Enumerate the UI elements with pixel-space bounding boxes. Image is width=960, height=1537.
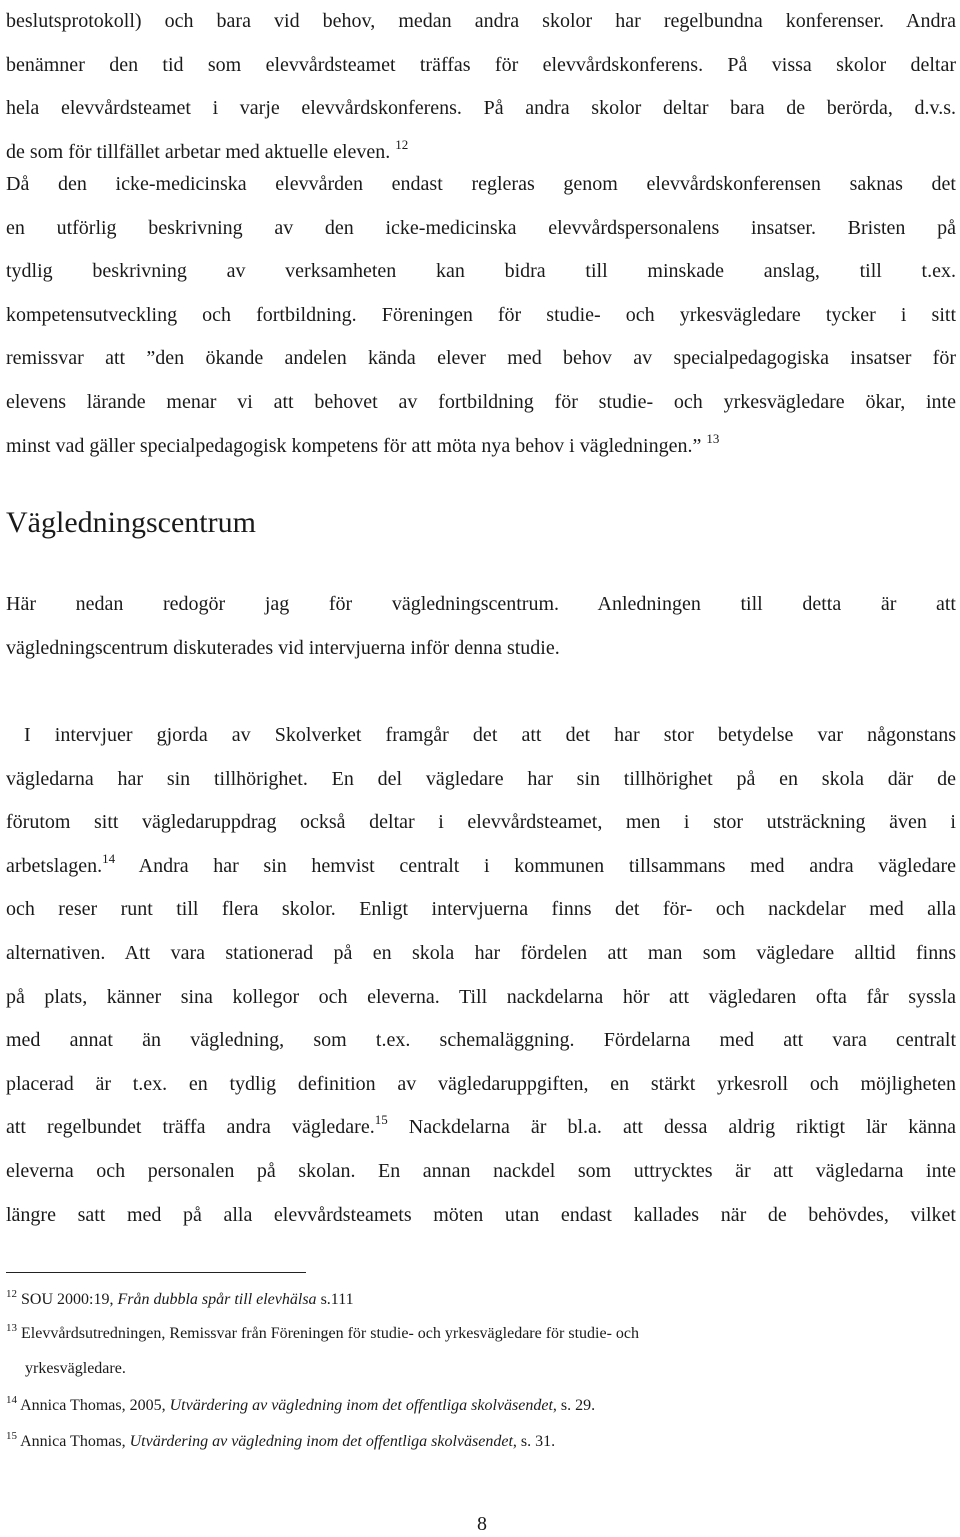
paragraph-line: på plats, känner sina kollegor och eleverna. Till nackdelarna hör att vägledaren ofta får syssla	[6, 985, 956, 1008]
paragraph-line: elevens lärande menar vi att behovet av fortbildning för studie- och yrkesvägledare ökar, inte	[6, 390, 956, 413]
footnote-13-continued: yrkesvägledare.	[25, 1360, 126, 1377]
paragraph-line: hela elevvårdsteamet i varje elevvårdskonferens. På andra skolor deltar bara de berörda, d.v.s.	[6, 97, 956, 120]
paragraph-line: att regelbundet träffa andra vägledare.$^{15}$ Nackdelarna är bl.a. att dessa aldrig riktigt lär känna	[6, 1112, 956, 1139]
paragraph-line: vägledarna har sin tillhörighet. En del vägledare har sin tillhörighet på en skola där de	[6, 767, 956, 790]
paragraph-line: eleverna och personalen på skolan. En annan nackdel som uttrycktes är att vägledarna inte	[6, 1159, 956, 1182]
paragraph-line: de som för tillfället arbetar med aktuelle eleven. $^{12}$	[6, 136, 409, 163]
footnote-12: $^{12}$ SOU 2000:19, Från dubbla spår till elevhälsa s.111	[6, 1288, 354, 1308]
paragraph-line: benämner den tid som elevvårdsteamet träffas för elevvårdskonferens. På vissa skolor deltar	[6, 53, 956, 76]
footnote-15: $^{15}$ Annica Thomas, Utvärdering av vägledning inom det offentliga skolväsendet, s. 31.	[6, 1430, 556, 1450]
section-heading: Vägledningscentrum	[6, 506, 256, 539]
paragraph-line: Här nedan redogör jag för vägledningscentrum. Anledningen till detta är att	[6, 593, 956, 615]
footnote-13: $^{13}$ Elevvårdsutredningen, Remissvar från Föreningen för studie- och yrkesvägledare för studie- och	[6, 1322, 640, 1342]
paragraph-line: förutom sitt vägledaruppdrag också deltar i elevvårdsteamet, men i stor utsträckning även i	[6, 811, 956, 834]
paragraph-line: remissvar att ”den ökande andelen kända elever med behov av specialpedagogiska insatser för	[6, 347, 956, 370]
footnote-ref-13[interactable]: 13	[706, 430, 720, 446]
paragraph-2	[6, 163, 956, 468]
footnote-ref-15[interactable]: 15	[374, 1112, 388, 1128]
page-number: 8	[477, 1513, 487, 1535]
paragraph-line: beslutsprotokoll) och bara vid behov, medan andra skolor har regelbundna konferenser. Andra	[6, 10, 956, 32]
paragraph-line: placerad är t.ex. en tydlig definition av vägledaruppgiften, en stärkt yrkesroll och möjligheten	[6, 1072, 956, 1095]
footnote-separator	[6, 1272, 306, 1273]
paragraph-line: I intervjuer gjorda av Skolverket framgår det att det har stor betydelse var någonstans	[24, 724, 956, 746]
paragraph-1	[6, 0, 956, 174]
paragraph-line: en utförlig beskrivning av den icke-medicinska elevvårdspersonalens insatser. Bristen på	[6, 216, 956, 239]
paragraph-line: minst vad gäller specialpedagogisk kompetens för att möta nya behov i vägledningen.” $^{13}$	[6, 430, 720, 457]
paragraph-line: arbetslagen.$^{14}$ Andra har sin hemvist centralt i kommunen tillsammans med andra vägledare	[6, 850, 956, 877]
paragraph-line: längre satt med på alla elevvårdsteamets möten utan endast kallades när de behövdes, vilket	[6, 1203, 956, 1226]
paragraph-line: Då den icke-medicinska elevvården endast regleras genom elevvårdskonferensen saknas det	[6, 173, 956, 195]
paragraph-4	[6, 714, 956, 1237]
footnote-ref-14[interactable]: 14	[102, 850, 116, 866]
paragraph-line: alternativen. Att vara stationerad på en skola har fördelen att man som vägledare alltid finns	[6, 941, 956, 964]
footnote-14: $^{14}$ Annica Thomas, 2005, Utvärdering av vägledning inom det offentliga skolväsendet, s. 29.	[6, 1394, 596, 1414]
paragraph-line: kompetensutveckling och fortbildning. Föreningen för studie- och yrkesvägledare tycker i sitt	[6, 303, 956, 326]
paragraph-3	[6, 583, 956, 670]
paragraph-line: med annat än vägledning, som t.ex. schemaläggning. Fördelarna med att vara centralt	[6, 1029, 956, 1052]
paragraph-line: och reser runt till flera skolor. Enligt intervjuerna finns det för- och nackdelar med alla	[6, 898, 956, 921]
footnote-ref-12[interactable]: 12	[395, 136, 409, 152]
paragraph-line: vägledningscentrum diskuterades vid intervjuerna inför denna studie.	[6, 636, 560, 659]
paragraph-line: tydlig beskrivning av verksamheten kan bidra till minskade anslag, till t.ex.	[6, 260, 956, 283]
